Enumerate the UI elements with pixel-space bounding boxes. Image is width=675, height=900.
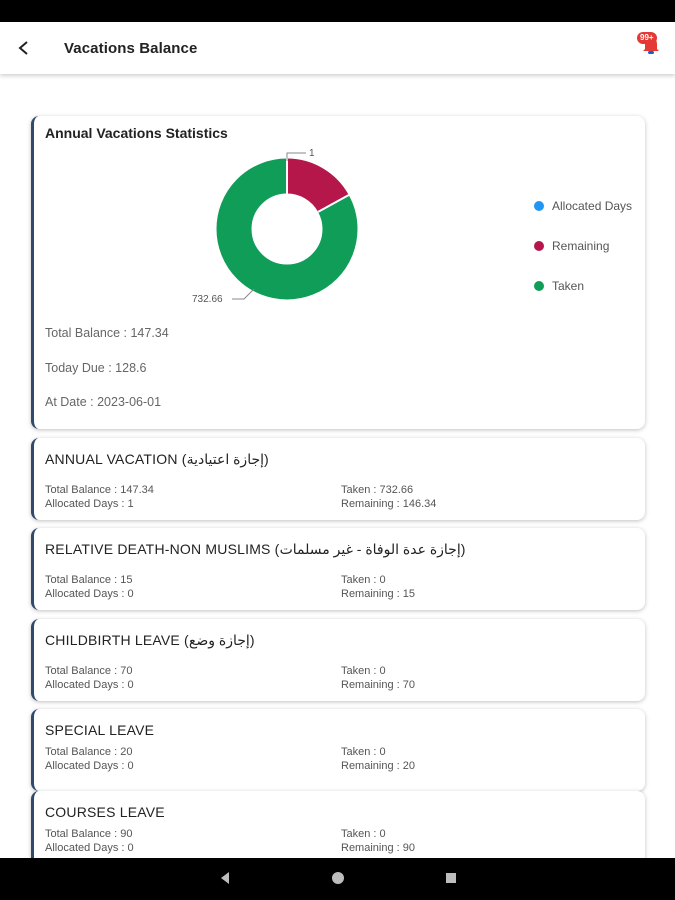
vacation-card-special[interactable]: [31, 709, 645, 791]
slice-label-leader-bottom: [232, 289, 254, 299]
vacation-card-courses[interactable]: [31, 791, 645, 858]
legend-dot-taken: [534, 281, 544, 291]
vacation-remaining: Remaining : 70: [341, 679, 415, 691]
notification-badge: 99+: [637, 32, 657, 44]
at-date-text: At Date : 2023-06-01: [45, 395, 162, 409]
vacation-name: CHILDBIRTH LEAVE (إجازة وضع): [45, 632, 255, 648]
vacation-total-balance: Total Balance : 15: [45, 574, 133, 586]
system-nav-bar: [0, 858, 675, 900]
vacation-remaining: Remaining : 90: [341, 842, 415, 854]
slice-label-bottom: 732.66: [192, 294, 223, 305]
legend-item-allocated: [534, 186, 632, 226]
nav-recents-icon[interactable]: [444, 871, 458, 885]
vacation-taken: Taken : 0: [341, 828, 386, 840]
legend-label-allocated: Allocated Days: [552, 199, 633, 213]
vacation-allocated-days: Allocated Days : 1: [45, 498, 134, 510]
vacation-taken: Taken : 0: [341, 746, 386, 758]
slice-label-top: 1: [309, 148, 315, 159]
chart-legend: [534, 186, 632, 306]
donut-chart: [34, 116, 534, 306]
arrow-left-icon: [16, 40, 32, 56]
vacation-card-childbirth[interactable]: [31, 619, 645, 701]
back-button[interactable]: [4, 28, 44, 68]
vacation-taken: Taken : 0: [341, 574, 386, 586]
vacation-name: ANNUAL VACATION (إجازة اعتيادية): [45, 451, 269, 467]
legend-label-taken: Taken: [552, 279, 585, 293]
vacation-name: COURSES LEAVE: [45, 804, 165, 820]
vacation-taken: Taken : 732.66: [341, 484, 414, 496]
vacation-allocated-days: Allocated Days : 0: [45, 760, 134, 772]
app-bar: [0, 22, 675, 74]
legend-dot-remaining: [534, 241, 544, 251]
total-balance-text: Total Balance : 147.34: [45, 326, 169, 340]
statistics-title: Annual Vacations Statistics: [45, 125, 228, 141]
vacation-remaining: Remaining : 146.34: [341, 498, 437, 510]
page-title: Vacations Balance: [64, 39, 198, 57]
content-scroll[interactable]: [0, 74, 675, 858]
vacation-total-balance: Total Balance : 90: [45, 828, 133, 840]
vacation-total-balance: Total Balance : 70: [45, 665, 133, 677]
vacation-taken: Taken : 0: [341, 665, 386, 677]
vacation-allocated-days: Allocated Days : 0: [45, 679, 134, 691]
vacation-allocated-days: Allocated Days : 0: [45, 842, 134, 854]
legend-dot-allocated: [534, 201, 544, 211]
legend-label-remaining: Remaining: [552, 239, 610, 253]
vacation-card-relative-death[interactable]: [31, 528, 645, 610]
notification-button[interactable]: [637, 30, 665, 58]
vacation-total-balance: Total Balance : 20: [45, 746, 133, 758]
vacation-remaining: Remaining : 20: [341, 760, 415, 772]
nav-back-icon[interactable]: [218, 871, 232, 885]
vacation-name: SPECIAL LEAVE: [45, 722, 155, 738]
legend-item-remaining: [534, 226, 632, 266]
vacation-card-annual[interactable]: [31, 438, 645, 520]
status-bar: [0, 0, 675, 22]
legend-item-taken: [534, 266, 632, 306]
vacation-name: RELATIVE DEATH-NON MUSLIMS (إجازة عدة الوفاة - غير مسلمات): [45, 541, 466, 557]
nav-home-icon[interactable]: [331, 871, 345, 885]
vacation-total-balance: Total Balance : 147.34: [45, 484, 154, 496]
today-due-text: Today Due : 128.6: [45, 361, 147, 375]
vacation-allocated-days: Allocated Days : 0: [45, 588, 134, 600]
vacation-remaining: Remaining : 15: [341, 588, 415, 600]
statistics-card: [31, 116, 645, 429]
